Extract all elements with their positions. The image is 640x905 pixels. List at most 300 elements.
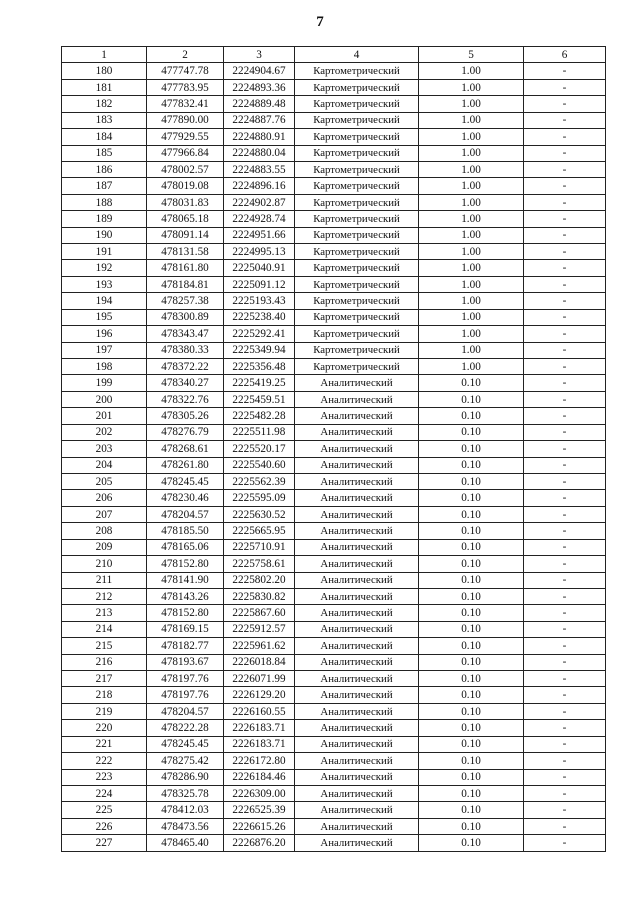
table-row — [62, 342, 606, 358]
x-coordinate-cell: 478412.03 — [147, 802, 224, 818]
point-number-cell: 186 — [62, 161, 147, 177]
accuracy-cell: 1.00 — [419, 63, 524, 79]
note-cell: - — [524, 818, 606, 834]
y-coordinate-cell: 2225349.94 — [224, 342, 295, 358]
table-row — [62, 178, 606, 194]
table-row — [62, 211, 606, 227]
method-cell: Аналитический — [295, 769, 419, 785]
note-cell: - — [524, 490, 606, 506]
point-number-cell: 190 — [62, 227, 147, 243]
note-cell: - — [524, 687, 606, 703]
column-header: 2 — [147, 47, 224, 63]
x-coordinate-cell: 478193.67 — [147, 654, 224, 670]
accuracy-cell: 1.00 — [419, 129, 524, 145]
note-cell: - — [524, 178, 606, 194]
y-coordinate-cell: 2225238.40 — [224, 309, 295, 325]
table-row — [62, 161, 606, 177]
accuracy-cell: 0.10 — [419, 572, 524, 588]
method-cell: Аналитический — [295, 703, 419, 719]
method-cell: Аналитический — [295, 424, 419, 440]
table-row — [62, 490, 606, 506]
point-number-cell: 189 — [62, 211, 147, 227]
y-coordinate-cell: 2224883.55 — [224, 161, 295, 177]
method-cell: Картометрический — [295, 326, 419, 342]
note-cell: - — [524, 556, 606, 572]
point-number-cell: 212 — [62, 588, 147, 604]
note-cell: - — [524, 638, 606, 654]
method-cell: Аналитический — [295, 687, 419, 703]
table-row — [62, 194, 606, 210]
y-coordinate-cell: 2224893.36 — [224, 79, 295, 95]
y-coordinate-cell: 2225830.82 — [224, 588, 295, 604]
point-number-cell: 180 — [62, 63, 147, 79]
accuracy-cell: 0.10 — [419, 687, 524, 703]
table-row — [62, 703, 606, 719]
table-row — [62, 441, 606, 457]
point-number-cell: 223 — [62, 769, 147, 785]
point-number-cell: 205 — [62, 473, 147, 489]
y-coordinate-cell: 2224880.91 — [224, 129, 295, 145]
method-cell: Аналитический — [295, 391, 419, 407]
point-number-cell: 208 — [62, 523, 147, 539]
x-coordinate-cell: 478261.80 — [147, 457, 224, 473]
method-cell: Картометрический — [295, 342, 419, 358]
y-coordinate-cell: 2226129.20 — [224, 687, 295, 703]
table-row — [62, 654, 606, 670]
point-number-cell: 225 — [62, 802, 147, 818]
accuracy-cell: 0.10 — [419, 556, 524, 572]
note-cell: - — [524, 276, 606, 292]
x-coordinate-cell: 478031.83 — [147, 194, 224, 210]
table-row — [62, 671, 606, 687]
y-coordinate-cell: 2225040.91 — [224, 260, 295, 276]
y-coordinate-cell: 2226071.99 — [224, 671, 295, 687]
note-cell: - — [524, 523, 606, 539]
y-coordinate-cell: 2225511.98 — [224, 424, 295, 440]
accuracy-cell: 0.10 — [419, 457, 524, 473]
point-number-cell: 211 — [62, 572, 147, 588]
method-cell: Картометрический — [295, 309, 419, 325]
y-coordinate-cell: 2225802.20 — [224, 572, 295, 588]
point-number-cell: 181 — [62, 79, 147, 95]
y-coordinate-cell: 2225419.25 — [224, 375, 295, 391]
point-number-cell: 183 — [62, 112, 147, 128]
table-row — [62, 736, 606, 752]
point-number-cell: 197 — [62, 342, 147, 358]
x-coordinate-cell: 478300.89 — [147, 309, 224, 325]
accuracy-cell: 0.10 — [419, 654, 524, 670]
y-coordinate-cell: 2225630.52 — [224, 506, 295, 522]
note-cell: - — [524, 375, 606, 391]
y-coordinate-cell: 2225540.60 — [224, 457, 295, 473]
accuracy-cell: 0.10 — [419, 490, 524, 506]
note-cell: - — [524, 161, 606, 177]
table-row — [62, 276, 606, 292]
y-coordinate-cell: 2226183.71 — [224, 720, 295, 736]
method-cell: Картометрический — [295, 145, 419, 161]
y-coordinate-cell: 2225665.95 — [224, 523, 295, 539]
y-coordinate-cell: 2224889.48 — [224, 96, 295, 112]
table-row — [62, 588, 606, 604]
note-cell: - — [524, 211, 606, 227]
y-coordinate-cell: 2225595.09 — [224, 490, 295, 506]
point-number-cell: 227 — [62, 835, 147, 851]
point-number-cell: 204 — [62, 457, 147, 473]
x-coordinate-cell: 478141.90 — [147, 572, 224, 588]
x-coordinate-cell: 478465.40 — [147, 835, 224, 851]
note-cell: - — [524, 424, 606, 440]
x-coordinate-cell: 478340.27 — [147, 375, 224, 391]
y-coordinate-cell: 2224902.87 — [224, 194, 295, 210]
table-row — [62, 769, 606, 785]
table-row — [62, 309, 606, 325]
note-cell: - — [524, 63, 606, 79]
point-number-cell: 192 — [62, 260, 147, 276]
table-row — [62, 539, 606, 555]
x-coordinate-cell: 478322.76 — [147, 391, 224, 407]
y-coordinate-cell: 2226184.46 — [224, 769, 295, 785]
x-coordinate-cell: 478065.18 — [147, 211, 224, 227]
column-header: 1 — [62, 47, 147, 63]
method-cell: Аналитический — [295, 375, 419, 391]
point-number-cell: 206 — [62, 490, 147, 506]
accuracy-cell: 0.10 — [419, 408, 524, 424]
table-row — [62, 145, 606, 161]
table-row — [62, 375, 606, 391]
method-cell: Картометрический — [295, 178, 419, 194]
method-cell: Картометрический — [295, 79, 419, 95]
table-row — [62, 227, 606, 243]
point-number-cell: 222 — [62, 753, 147, 769]
table-row — [62, 457, 606, 473]
note-cell: - — [524, 227, 606, 243]
method-cell: Картометрический — [295, 260, 419, 276]
y-coordinate-cell: 2224880.04 — [224, 145, 295, 161]
point-number-cell: 198 — [62, 359, 147, 375]
method-cell: Картометрический — [295, 244, 419, 260]
x-coordinate-cell: 478019.08 — [147, 178, 224, 194]
y-coordinate-cell: 2226018.84 — [224, 654, 295, 670]
x-coordinate-cell: 477783.95 — [147, 79, 224, 95]
x-coordinate-cell: 478165.06 — [147, 539, 224, 555]
accuracy-cell: 0.10 — [419, 638, 524, 654]
note-cell: - — [524, 112, 606, 128]
accuracy-cell: 0.10 — [419, 769, 524, 785]
y-coordinate-cell: 2224995.13 — [224, 244, 295, 260]
y-coordinate-cell: 2224928.74 — [224, 211, 295, 227]
x-coordinate-cell: 478305.26 — [147, 408, 224, 424]
accuracy-cell: 1.00 — [419, 79, 524, 95]
table-row — [62, 112, 606, 128]
x-coordinate-cell: 478161.80 — [147, 260, 224, 276]
x-coordinate-cell: 478245.45 — [147, 473, 224, 489]
note-cell: - — [524, 293, 606, 309]
x-coordinate-cell: 478169.15 — [147, 621, 224, 637]
y-coordinate-cell: 2225912.57 — [224, 621, 295, 637]
method-cell: Картометрический — [295, 194, 419, 210]
note-cell: - — [524, 309, 606, 325]
x-coordinate-cell: 477929.55 — [147, 129, 224, 145]
accuracy-cell: 0.10 — [419, 818, 524, 834]
x-coordinate-cell: 478091.14 — [147, 227, 224, 243]
y-coordinate-cell: 2225562.39 — [224, 473, 295, 489]
table-row — [62, 835, 606, 851]
table-row — [62, 424, 606, 440]
table-row — [62, 408, 606, 424]
note-cell: - — [524, 441, 606, 457]
method-cell: Аналитический — [295, 539, 419, 555]
point-number-cell: 199 — [62, 375, 147, 391]
accuracy-cell: 0.10 — [419, 671, 524, 687]
point-number-cell: 191 — [62, 244, 147, 260]
x-coordinate-cell: 478473.56 — [147, 818, 224, 834]
table-row — [62, 556, 606, 572]
point-number-cell: 182 — [62, 96, 147, 112]
method-cell: Картометрический — [295, 63, 419, 79]
y-coordinate-cell: 2226172.80 — [224, 753, 295, 769]
point-number-cell: 194 — [62, 293, 147, 309]
note-cell: - — [524, 802, 606, 818]
column-header: 6 — [524, 47, 606, 63]
point-number-cell: 226 — [62, 818, 147, 834]
column-header: 4 — [295, 47, 419, 63]
x-coordinate-cell: 478182.77 — [147, 638, 224, 654]
y-coordinate-cell: 2224904.67 — [224, 63, 295, 79]
accuracy-cell: 0.10 — [419, 835, 524, 851]
note-cell: - — [524, 391, 606, 407]
note-cell: - — [524, 79, 606, 95]
method-cell: Аналитический — [295, 671, 419, 687]
x-coordinate-cell: 477890.00 — [147, 112, 224, 128]
point-number-cell: 218 — [62, 687, 147, 703]
method-cell: Аналитический — [295, 506, 419, 522]
note-cell: - — [524, 260, 606, 276]
accuracy-cell: 0.10 — [419, 621, 524, 637]
column-header: 5 — [419, 47, 524, 63]
table-row — [62, 621, 606, 637]
note-cell: - — [524, 588, 606, 604]
table-row — [62, 473, 606, 489]
method-cell: Аналитический — [295, 753, 419, 769]
point-number-cell: 215 — [62, 638, 147, 654]
y-coordinate-cell: 2226309.00 — [224, 785, 295, 801]
y-coordinate-cell: 2225193.43 — [224, 293, 295, 309]
y-coordinate-cell: 2225867.60 — [224, 605, 295, 621]
x-coordinate-cell: 477966.84 — [147, 145, 224, 161]
method-cell: Аналитический — [295, 802, 419, 818]
accuracy-cell: 0.10 — [419, 802, 524, 818]
table-body — [62, 63, 606, 851]
x-coordinate-cell: 478230.46 — [147, 490, 224, 506]
note-cell: - — [524, 671, 606, 687]
note-cell: - — [524, 326, 606, 342]
x-coordinate-cell: 478143.26 — [147, 588, 224, 604]
x-coordinate-cell: 478131.58 — [147, 244, 224, 260]
y-coordinate-cell: 2225520.17 — [224, 441, 295, 457]
table-row — [62, 96, 606, 112]
accuracy-cell: 1.00 — [419, 326, 524, 342]
y-coordinate-cell: 2226525.39 — [224, 802, 295, 818]
note-cell: - — [524, 457, 606, 473]
accuracy-cell: 0.10 — [419, 703, 524, 719]
note-cell: - — [524, 572, 606, 588]
note-cell: - — [524, 96, 606, 112]
accuracy-cell: 0.10 — [419, 588, 524, 604]
x-coordinate-cell: 478286.90 — [147, 769, 224, 785]
point-number-cell: 207 — [62, 506, 147, 522]
x-coordinate-cell: 478204.57 — [147, 506, 224, 522]
method-cell: Аналитический — [295, 605, 419, 621]
x-coordinate-cell: 478325.78 — [147, 785, 224, 801]
table-row — [62, 79, 606, 95]
x-coordinate-cell: 478185.50 — [147, 523, 224, 539]
accuracy-cell: 1.00 — [419, 194, 524, 210]
table-row — [62, 129, 606, 145]
note-cell: - — [524, 769, 606, 785]
note-cell: - — [524, 539, 606, 555]
accuracy-cell: 1.00 — [419, 227, 524, 243]
method-cell: Аналитический — [295, 457, 419, 473]
method-cell: Аналитический — [295, 720, 419, 736]
x-coordinate-cell: 478275.42 — [147, 753, 224, 769]
point-number-cell: 203 — [62, 441, 147, 457]
accuracy-cell: 0.10 — [419, 720, 524, 736]
y-coordinate-cell: 2225356.48 — [224, 359, 295, 375]
method-cell: Аналитический — [295, 835, 419, 851]
table-row — [62, 506, 606, 522]
note-cell: - — [524, 753, 606, 769]
accuracy-cell: 0.10 — [419, 605, 524, 621]
point-number-cell: 210 — [62, 556, 147, 572]
note-cell: - — [524, 736, 606, 752]
note-cell: - — [524, 835, 606, 851]
x-coordinate-cell: 478372.22 — [147, 359, 224, 375]
note-cell: - — [524, 506, 606, 522]
method-cell: Аналитический — [295, 654, 419, 670]
point-number-cell: 216 — [62, 654, 147, 670]
point-number-cell: 213 — [62, 605, 147, 621]
x-coordinate-cell: 478268.61 — [147, 441, 224, 457]
x-coordinate-cell: 478184.81 — [147, 276, 224, 292]
y-coordinate-cell: 2226615.26 — [224, 818, 295, 834]
accuracy-cell: 0.10 — [419, 736, 524, 752]
x-coordinate-cell: 478380.33 — [147, 342, 224, 358]
x-coordinate-cell: 477747.78 — [147, 63, 224, 79]
point-number-cell: 193 — [62, 276, 147, 292]
y-coordinate-cell: 2224896.16 — [224, 178, 295, 194]
point-number-cell: 217 — [62, 671, 147, 687]
method-cell: Аналитический — [295, 785, 419, 801]
note-cell: - — [524, 473, 606, 489]
accuracy-cell: 1.00 — [419, 244, 524, 260]
y-coordinate-cell: 2225758.61 — [224, 556, 295, 572]
method-cell: Картометрический — [295, 276, 419, 292]
x-coordinate-cell: 478002.57 — [147, 161, 224, 177]
method-cell: Картометрический — [295, 211, 419, 227]
note-cell: - — [524, 720, 606, 736]
table-row — [62, 391, 606, 407]
note-cell: - — [524, 145, 606, 161]
x-coordinate-cell: 478222.28 — [147, 720, 224, 736]
x-coordinate-cell: 478343.47 — [147, 326, 224, 342]
accuracy-cell: 0.10 — [419, 375, 524, 391]
table-row — [62, 720, 606, 736]
accuracy-cell: 1.00 — [419, 342, 524, 358]
table-row — [62, 260, 606, 276]
method-cell: Картометрический — [295, 161, 419, 177]
note-cell: - — [524, 194, 606, 210]
accuracy-cell: 1.00 — [419, 293, 524, 309]
accuracy-cell: 1.00 — [419, 276, 524, 292]
method-cell: Аналитический — [295, 473, 419, 489]
point-number-cell: 219 — [62, 703, 147, 719]
method-cell: Аналитический — [295, 736, 419, 752]
accuracy-cell: 1.00 — [419, 112, 524, 128]
y-coordinate-cell: 2226876.20 — [224, 835, 295, 851]
point-number-cell: 209 — [62, 539, 147, 555]
table-row — [62, 785, 606, 801]
note-cell: - — [524, 408, 606, 424]
note-cell: - — [524, 342, 606, 358]
method-cell: Аналитический — [295, 490, 419, 506]
accuracy-cell: 1.00 — [419, 309, 524, 325]
point-number-cell: 202 — [62, 424, 147, 440]
method-cell: Картометрический — [295, 96, 419, 112]
point-number-cell: 200 — [62, 391, 147, 407]
y-coordinate-cell: 2225459.51 — [224, 391, 295, 407]
point-number-cell: 214 — [62, 621, 147, 637]
method-cell: Картометрический — [295, 129, 419, 145]
accuracy-cell: 0.10 — [419, 424, 524, 440]
note-cell: - — [524, 621, 606, 637]
x-coordinate-cell: 478276.79 — [147, 424, 224, 440]
point-number-cell: 220 — [62, 720, 147, 736]
method-cell: Аналитический — [295, 523, 419, 539]
method-cell: Картометрический — [295, 112, 419, 128]
point-number-cell: 184 — [62, 129, 147, 145]
accuracy-cell: 0.10 — [419, 391, 524, 407]
note-cell: - — [524, 703, 606, 719]
table-row — [62, 523, 606, 539]
point-number-cell: 224 — [62, 785, 147, 801]
table-row — [62, 244, 606, 260]
point-number-cell: 188 — [62, 194, 147, 210]
y-coordinate-cell: 2225292.41 — [224, 326, 295, 342]
method-cell: Аналитический — [295, 588, 419, 604]
point-number-cell: 221 — [62, 736, 147, 752]
table-row — [62, 359, 606, 375]
table-row — [62, 687, 606, 703]
method-cell: Аналитический — [295, 572, 419, 588]
method-cell: Картометрический — [295, 359, 419, 375]
x-coordinate-cell: 478245.45 — [147, 736, 224, 752]
y-coordinate-cell: 2225091.12 — [224, 276, 295, 292]
method-cell: Аналитический — [295, 441, 419, 457]
accuracy-cell: 0.10 — [419, 506, 524, 522]
table-row — [62, 802, 606, 818]
accuracy-cell: 1.00 — [419, 211, 524, 227]
table-row — [62, 293, 606, 309]
accuracy-cell: 1.00 — [419, 145, 524, 161]
y-coordinate-cell: 2225482.28 — [224, 408, 295, 424]
x-coordinate-cell: 478204.57 — [147, 703, 224, 719]
x-coordinate-cell: 478152.80 — [147, 605, 224, 621]
method-cell: Аналитический — [295, 638, 419, 654]
note-cell: - — [524, 654, 606, 670]
point-number-cell: 195 — [62, 309, 147, 325]
accuracy-cell: 1.00 — [419, 260, 524, 276]
method-cell: Аналитический — [295, 818, 419, 834]
